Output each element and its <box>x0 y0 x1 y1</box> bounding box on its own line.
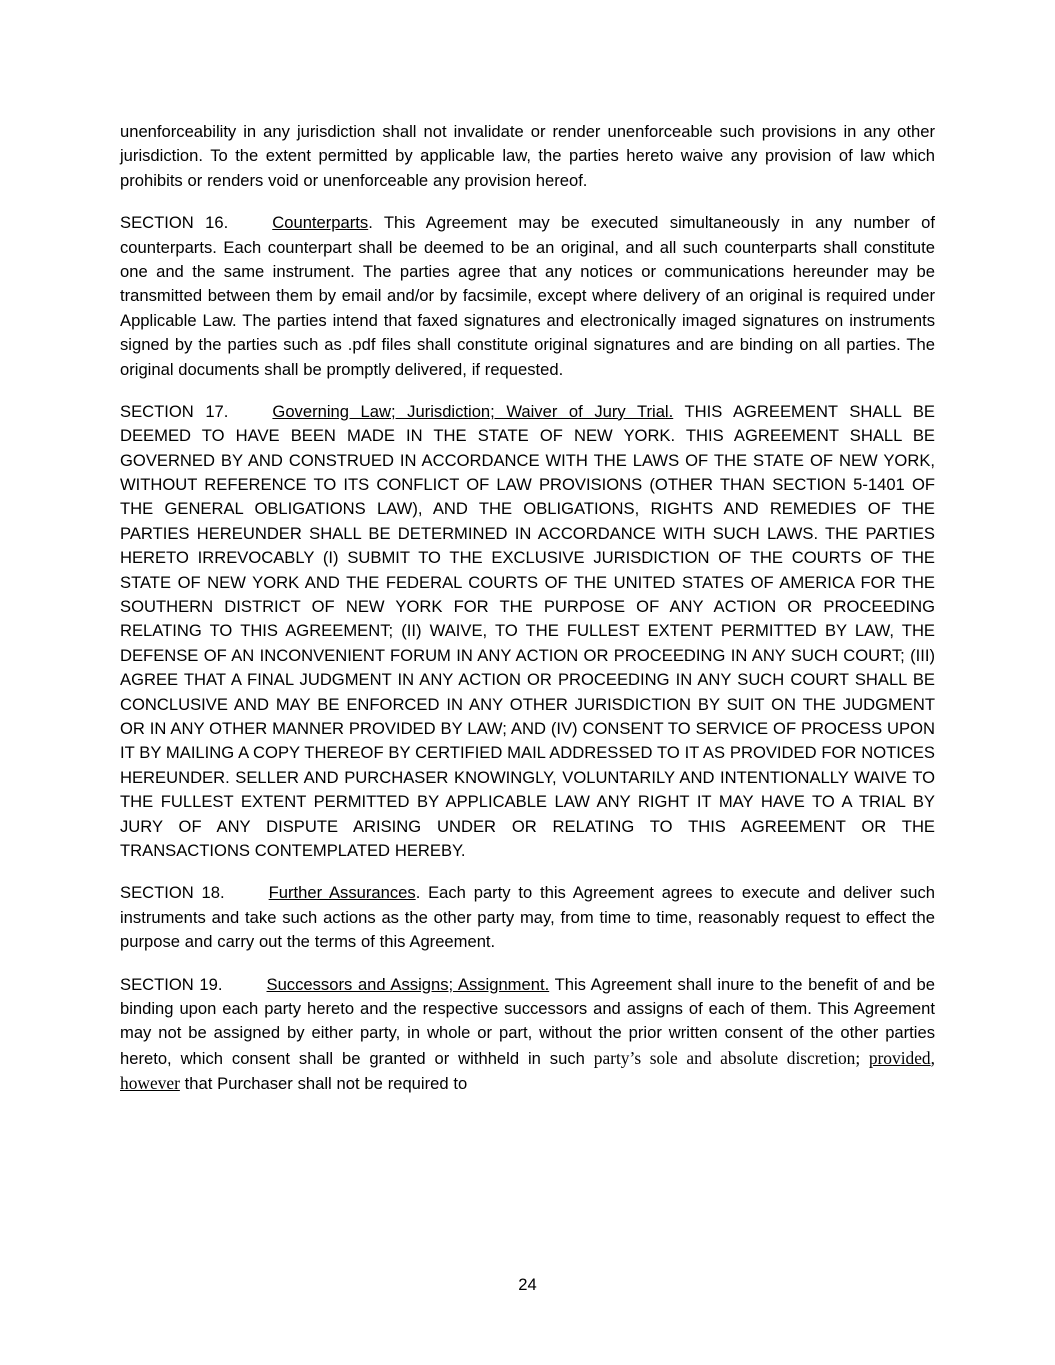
section-19-label: SECTION 19. <box>120 974 223 994</box>
section-16-paragraph <box>120 211 935 382</box>
page-number: 24 <box>518 1275 537 1294</box>
section-17-label: SECTION 17. <box>120 401 229 421</box>
section-18-title: Further Assurances <box>268 883 416 903</box>
section-19-tail-however: however <box>120 1073 180 1094</box>
section-18-body: Each party to this Agreement agrees to execute and deliver such instruments and take such actions as the other party may, from time to time, reasonably request to effect the purpose and carry out the terms of this Agreement. <box>120 883 935 952</box>
section-19-title: Successors and Assigns; Assignment. <box>266 974 550 994</box>
section-16-after-title: . <box>368 213 384 233</box>
section-18-paragraph <box>120 881 935 954</box>
section-18-after-title: . <box>415 883 429 903</box>
paragraph-unenforceability <box>120 120 935 193</box>
section-16-body: This Agreement may be executed simultaneously in any number of counterparts. Each counterpart shall be deemed to be an original, and all such counterparts shall constitute one and the same instrument. The parties agree that any notices or communications hereunder may be transmitted between them by email and/or by facsimile, except where delivery of an original is required under Applicable Law. The parties intend that faxed signatures and electronically imaged signatures on instruments signed by the parties such as .pdf files shall constitute original signatures and are binding on all parties. The original documents shall be promptly delivered, if requested. <box>120 213 935 379</box>
section-19-tail-serif: party’s sole and absolute discretion; <box>593 1047 869 1068</box>
section-17-paragraph <box>120 400 935 863</box>
section-19-tail-provided: provided <box>868 1047 931 1068</box>
section-19-tail-end: that Purchaser shall not be required to <box>179 1074 468 1094</box>
section-17-after-title <box>673 402 684 421</box>
section-17-title: Governing Law; Jurisdiction; Waiver of Jury Trial. <box>272 401 674 421</box>
section-17-body: THIS AGREEMENT SHALL BE DEEMED TO HAVE BEEN MADE IN THE STATE OF NEW YORK. THIS AGREEMENT SHALL BE GOVERNED BY AND CONSTRUED IN ACCORDANCE WITH THE LAWS OF THE STATE OF NEW YORK, WITHOUT REFERENCE TO ITS CONFLICT OF LAW PROVISIONS (OTHER THAN SECTION 5-1401 OF THE GENERAL OBLIGATIONS LAW), AND THE OBLIGATIONS, RIGHTS AND REMEDIES OF THE PARTIES HEREUNDER SHALL BE DETERMINED IN ACCORDANCE WITH SUCH LAWS. THE PARTIES HERETO IRREVOCABLY (I) SUBMIT TO THE EXCLUSIVE JURISDICTION OF THE COURTS OF THE STATE OF NEW YORK AND THE FEDERAL COURTS OF THE UNITED STATES OF AMERICA FOR THE SOUTHERN DISTRICT OF NEW YORK FOR THE PURPOSE OF ANY ACTION OR PROCEEDING RELATING TO THIS AGREEMENT; (II) WAIVE, TO THE FULLEST EXTENT PERMITTED BY LAW, THE DEFENSE OF AN INCONVENIENT FORUM IN ANY ACTION OR PROCEEDING IN ANY SUCH COURT; (III) AGREE THAT A FINAL JUDGMENT IN ANY ACTION OR PROCEEDING IN ANY SUCH COURT SHALL BE CONCLUSIVE AND MAY BE ENFORCED IN ANY OTHER JURISDICTION BY SUIT ON THE JUDGMENT OR IN ANY OTHER MANNER PROVIDED BY LAW; AND (IV) CONSENT TO SERVICE OF PROCESS UPON IT BY MAILING A COPY THEREOF BY CERTIFIED MAIL ADDRESSED TO IT AS PROVIDED FOR NOTICES HEREUNDER. SELLER AND PURCHASER KNOWINGLY, VOLUNTARILY AND INTENTIONALLY WAIVE TO THE FULLEST EXTENT PERMITTED BY APPLICABLE LAW ANY RIGHT IT MAY HAVE TO A TRIAL BY JURY OF ANY DISPUTE ARISING UNDER OR RELATING TO THIS AGREEMENT OR THE TRANSACTIONS CONTEMPLATED HEREBY. <box>120 401 935 860</box>
section-16-title: Counterparts <box>272 213 369 233</box>
section-19-paragraph <box>120 973 935 1097</box>
section-18-label: SECTION 18. <box>120 883 225 903</box>
section-19-body: This Agreement shall inure to the benefit of and be binding upon each party hereto and the respective successors and assigns of each of them. This Agreement may not be assigned by either party, in whole or part, without the prior written consent of the other parties hereto, which consent shall be granted or withheld in such <box>120 974 936 1068</box>
paragraph-text: unenforceability in any jurisdiction shall not invalidate or render unenforceable such provisions in any other jurisdiction. To the extent permitted by applicable law, the parties hereto waive any provision of law which prohibits or renders void or unenforceable any provision hereof. <box>120 122 935 190</box>
section-19-tail-mid: , <box>930 1047 935 1068</box>
section-16-label: SECTION 16. <box>120 213 229 233</box>
